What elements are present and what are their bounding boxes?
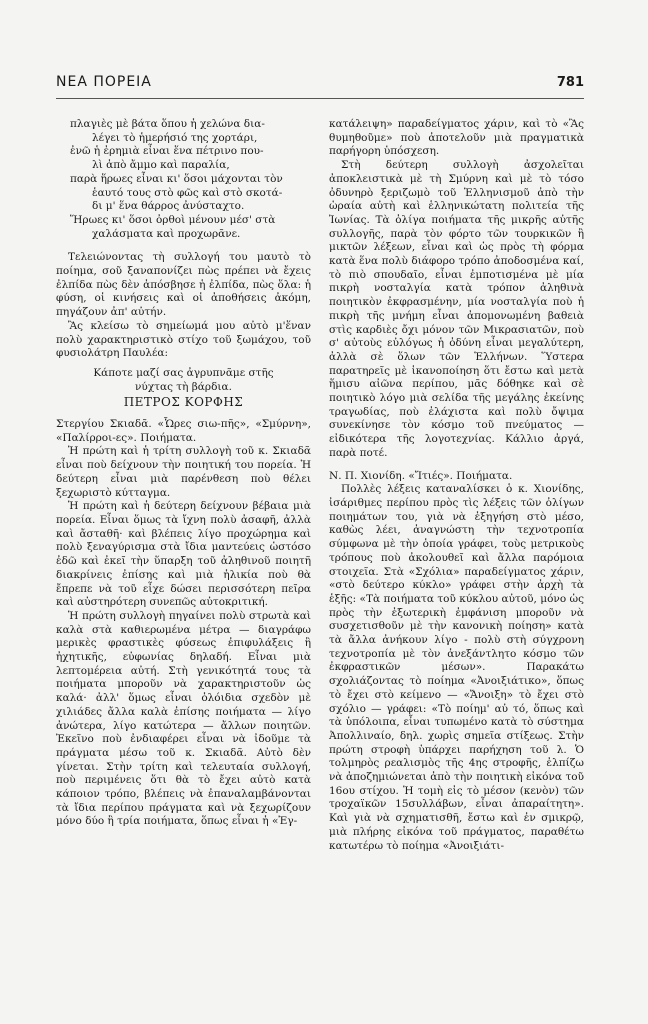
poem-line: δι μ' ἕνα θάρρος ἀνύσταχτο.: [92, 200, 245, 213]
poem-line: παρὰ ἥρωες εἶναι κι' ὅσοι μάχονται τὸν: [70, 172, 283, 185]
poem-line: λέγει τὸ ἡμερήσιό της χορτάρι,: [92, 131, 258, 144]
poem-line: λὶ ἀπὸ ἄμμο καὶ παραλία,: [92, 159, 230, 172]
poem-line: ἐνῶ ἡ ἐρημιὰ εἶναι ἕνα πέτρινο που-: [70, 145, 264, 158]
header-rule: [56, 98, 584, 99]
paragraph: Ἡ πρώτη καὶ ἡ τρίτη συλλογὴ τοῦ κ. Σκιαδᾶ εἶναι ποὺ δείχνουν τὴν ποιητική του πορεία. Ἡ δεύτερη εἶναι μιὰ παρένθεση ποὺ θέλει ξεχωριστὸ κύτταγμα.: [56, 445, 311, 499]
spacer: [329, 461, 584, 470]
author-signature: ΠΕΤΡΟΣ ΚΟΡΦΗΣ: [123, 395, 244, 410]
running-header: [56, 74, 584, 90]
journal-title: ΝΕΑ ΠΟΡΕΙΑ: [56, 74, 152, 90]
paragraph: Τελειώνοντας τὴ συλλογή του μαυτὸ τὸ ποίημα, σοῦ ξαναπονίζει πὼς πρέπει νὰ ἔχεις ἐλπίδα πὼς δὲν ἀπόσβησε ἡ ἐλπίδα, πὼς ὅλα: ἡ φύση, οἱ κινήσεις καὶ οἱ ἀποθήσεις ἀκόμη, πηγάζουν ἀπ' αὐτήν.: [56, 251, 311, 319]
paragraph: Πολλὲς λέξεις καταναλίσκει ὁ κ. Χιονίδης, ἰσάριθμες περίπου πρὸς τὶς λέξεις τῶν ὀλίγων ποιημάτων του, γιὰ νὰ ἐξηγήση στὸ μέσο, καθὼς λέει, ἀναγνώστη τὴν τεχνοτροπία σύμφωνα μὲ τὴν ὁποία γράφει, τοὺς μετρικοὺς τρόπους ποὺ ἀκολουθεῖ καὶ ἄλλα παρόμοια στοιχεῖα. Στὰ «Σχόλια» παραδείγματος χάριν, «στὸ δεύτερο κύκλο» γράφει στὴν ἀρχὴ τὰ ἑξῆς: «Τὰ ποιήματα τοῦ κύκλου αὐτοῦ, μόνο ὡς πρὸς τὴν ἐξωτερικὴ ἐμφάνιση μποροῦν νὰ συσχετισθοῦν μὲ τὴν κανονικὴ ποίηση» κατὰ τὰ ἄλλα ἀνήκουν λίγο - πολὺ στὴ σύγχρονη τεχνοτροπία μὲ τὸν ἀνεξάντλητο κόσμο τῶν ἐκφραστικῶν μέσων». Παρακάτω σχολιάζοντας τὸ ποίημα «Ἀνοιξιάτικο», ὅπως τὸ ἔχει στὸ κείμενο — «Ἄνοιξη» τὸ ἔχει στὸ σχόλιο — γράφει: «Τὸ ποίημ' αὐ τό, ὅπως καὶ τὰ ὑπόλοιπα, εἶναι τυπωμένο κατὰ τὸ σύστημα Ἀπολλιναίο, δηλ. χωρὶς σημεῖα στίξεως. Στὴν πρώτη στροφὴ ὑπάρχει παρήχηση τοῦ λ. Ὁ τολμηρὸς ρεαλισμὸς τῆς 4ης στροφῆς, ἐλπίζω νὰ ἀποζημιώνεται ἀπὸ τὴν ποιητικὴ εἰκόνα τοῦ 16ου στίχου. Ἡ τομὴ εἰς τὸ μέσον (κενὸν) τῶν τροχαϊκῶν 15συλλάβων, εἶναι ἀπαραίτητη». Καὶ γιὰ νὰ σχηματισθῆ, ἔστω καὶ ἐν σμικρῷ, μιὰ πλήρης εἰκόνα τοῦ πράγματος, παραθέτω κατωτέρω τὸ ποίημα «Ἀνοιξιάτι-: [329, 483, 584, 852]
verse-line: νύχτας τὴ βάρδια.: [135, 380, 232, 393]
poem-line: Ἥρωες κι' ὅσοι ὀρθοὶ μένουν μέσ' στὰ: [70, 213, 276, 226]
poem-excerpt: [70, 118, 311, 241]
paragraph: κατάλειψη» παραδείγματος χάριν, καὶ τὸ «Ἂς θυμηθοῦμε» ποὺ ἀποτελοῦν μιὰ πραγματικὰ παρήγορη ὑπόσχεση.: [329, 118, 584, 158]
paragraph: Ἂς κλείσω τὸ σημείωμά μου αὐτὸ μ'ἕναν πολὺ χαρακτηριστικὸ στίχο τοῦ ξωμάχου, τοῦ φυσιολάτρη Παυλέα:: [56, 319, 311, 360]
review-heading: Στεργίου Σκιαδᾶ. «Ὧρες σιω-πῆς», «Σμύρνη», «Παλίρροι-ες». Ποιήματα.: [56, 418, 311, 444]
poem-line: ἑαυτό τους στὸ φῶς καὶ στὸ σκοτά-: [92, 186, 283, 199]
paragraph: Στὴ δεύτερη συλλογὴ ἀσχολεῖται ἀποκλειστικὰ μὲ τὴ Σμύρνη καὶ μὲ τὸ τόσο ὀδυνηρὸ ξεριζωμὸ τοῦ Ἑλληνισμοῦ ἀπὸ τὴν ὡραία αὐτὴ καὶ ἑλληνικώτατη πολιτεία τῆς Ἰωνίας. Τὰ ὀλίγα ποιήματα τῆς μικρῆς αὐτῆς συλλογῆς, παρὰ τὸν φόρτο τῶν τουρκικῶν ἢ μικτῶν λέξεων, εἶναι καὶ ὡς πρὸς τὴ φόρμα κατὰ ἕνα πολὺ διάφορο τρόπο ἀποδοσμένα καί, τὸ πιὸ σπουδαῖο, εἶναι ἐμποτισμένα μὲ μία πικρὴ νοσταλγία κατὰ τρόπον ἀληθινὰ ποιητικὸν ἐκφρασμένην, μία νοσταλγία ποὺ ἡ πικρὴ τῆς μνήμη εἶναι ἀπομονωμένη βαθειὰ στὶς καρδιὲς ὄχι μόνον τῶν Μικρασιατῶν, ποὺ σ' αὐτοὺς εὐλόγως ἡ ὀδύνη εἶναι μεγαλύτερη, ἀλλὰ σὲ ὅλων τῶν Ἑλλήνων. Ὕστερα παρατηρεῖς μὲ ἱκανοποίηση ὅτι ἔστω καὶ μετὰ ἥμισυ αἰῶνα περίπου, μᾶς δόθηκε καὶ σὲ ποιητικὸ λόγο μιὰ σελίδα τῆς μεγάλης ἐκείνης τραγωδίας, ποὺ ἐλάχιστα καὶ πολὺ ὄψιμα συνεκίνησε τὸν κόσμο τοῦ πνεύματος — εἰδικότερα τῆς λογοτεχνίας. Κάλλιο ἀργά, παρὰ ποτέ.: [329, 159, 584, 459]
paragraph: Ἡ πρώτη καὶ ἡ δεύτερη δείχνουν βέβαια μιὰ πορεία. Εἶναι ὅμως τὰ ἴχνη πολὺ ἀσαφῆ, ἀλλὰ καὶ ἄσταθῆ· καὶ βλέπεις λίγο προχώρημα καὶ πολὺ ξεναγύρισμα στὰ ἴδια μαντεύεις ὡστόσο ἐδῶ καὶ ἐκεῖ τὴν ὕπαρξη τοῦ ἀληθινοῦ ποιητῆ διακρίνεις ἐπίσης καὶ μιὰ ἡλικία ποὺ θὰ ἔπρεπε νὰ τοῦ εἶχε δώσει περισσότερη πεῖρα καὶ αὐστηρότερη συνεπῶς αὐτοκριτική.: [56, 500, 311, 609]
poem-line: χαλάσματα καὶ προχωρᾶνε.: [92, 227, 241, 240]
left-column: [56, 118, 311, 829]
paragraph: Ἡ πρώτη συλλογὴ πηγαίνει πολὺ στρωτὰ καὶ καλὰ στὰ καθιερωμένα μέτρα — διαγράφω μερικὲς φραστικὲς φύσεως ἐπιφυλάξεις ἢ ἠχητικῆς, εὐφωνίας δηλαδή. Εἶναι μιὰ λεπτομέρεια αὐτή. Στὴ γενικότητά τους τὰ ποιήματα μποροῦν νὰ χαρακτηριστοῦν ὡς καλά· ἀλλ' ὅμως εἶναι ὁλόιδια σχεδὸν μὲ χιλιάδες ἄλλα καλὰ ἐπίσης ποιήματα — λίγο ἀνώτερα, λίγο κατώτερα — ἄλλων ποιητῶν. Ἐκεῖνο ποὺ ἐνδιαφέρει εἶναι νὰ ἰδοῦμε τὰ πράγματα μέσω τοῦ κ. Σκιαδᾶ. Αὐτὸ δὲν γίνεται. Στὴν τρίτη καὶ τελευταία συλλογή, ποὺ περιμένεις ὅτι θὰ τὸ ἔχει αὐτὸ κατὰ κάποιον τρόπο, βλέπεις νὰ ἐπαναλαμβάνονται τὰ ἴδια περίπου πράγματα καὶ νὰ ξεχωρίζουν μόνο δύο ἢ τρία ποιήματα, ὅπως εἶναι ἡ «Ἐγ-: [56, 609, 311, 828]
poem-line: πλαγιὲς μὲ βάτα ὅπου ἡ χελώνα δια-: [70, 118, 265, 130]
review-heading: Ν. Π. Χιονίδη. «Ἴτιές». Ποιήματα.: [329, 469, 513, 482]
right-column: [329, 118, 584, 853]
quoted-verse: [56, 367, 311, 394]
page-number: 781: [556, 75, 584, 90]
verse-line: Κάποτε μαζί σας ἀγρυπνᾶμε στῆς: [93, 366, 274, 379]
